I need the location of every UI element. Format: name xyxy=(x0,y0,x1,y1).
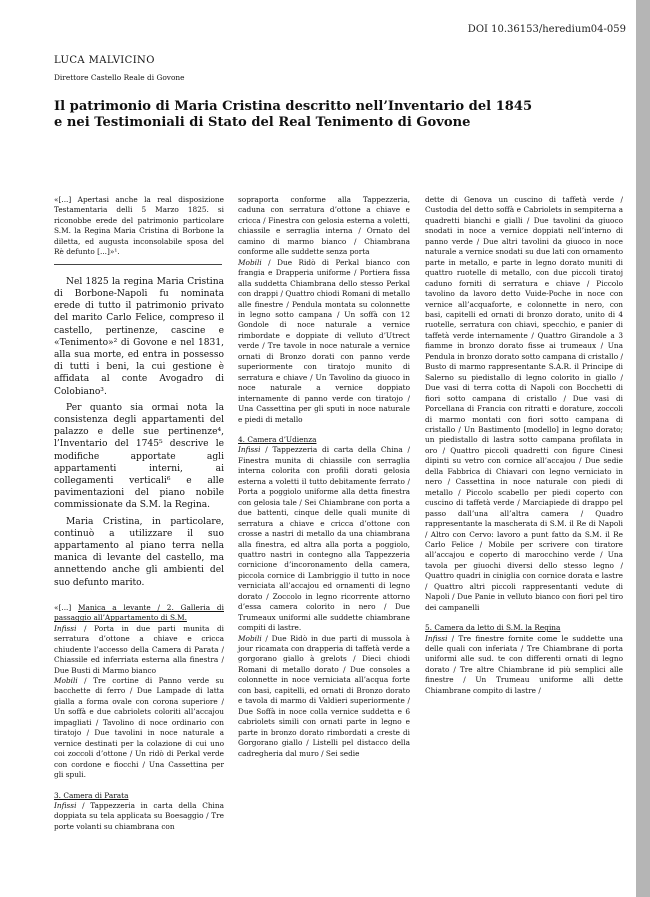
article-title-line-1: Il patrimonio di Maria Cristina descritto nell’Inventario del 1845 xyxy=(54,99,533,114)
page-edge-tab xyxy=(636,0,650,897)
section-5-heading: 5. Camera da letto di S.M. la Regina xyxy=(425,623,561,633)
epigraph-quote: «[...] Apertasi anche la real disposizione Testamentaria delli 5 Marzo 1825. si riconobbe erede del patrimonio particolare S.M. la Regina Maria Cristina di Borbone la diletta, ed augusta inconsolabile sposa del Rè defunto [...]»¹. xyxy=(54,195,224,257)
section-4-heading: 4. Camera d’Udienza xyxy=(238,434,317,444)
infissi-label: Infissi xyxy=(54,623,77,633)
section-3-continued-text: sopraporta conforme alla Tappezzeria, caduna con serratura d’ottone a chiave e cricca / Finestra con gelosia esterna a voletti, chiassile e serraglia interna / Ornato del camino di marmo bianco / Chiambrana conforme alle suddette senza porta xyxy=(238,195,410,257)
body-paragraph-2: Per quanto sia ormai nota la consistenza degli appartamenti del palazzo e delle sue pertinenze⁴, l’Inventario del 1745⁵ descrive le modifiche apportate agli appartamenti interni, ai collegamenti verticali⁶ e alle pavimentazioni del piano nobile commissionate da S.M. la Regina. xyxy=(54,402,224,511)
infissi-label: Infissi xyxy=(425,633,448,643)
doi-label: DOI 10.36153/heredium04-059 xyxy=(467,24,626,35)
section-3-continued xyxy=(238,195,410,425)
infissi-label: Infissi xyxy=(238,445,261,455)
mobili-label: Mobili xyxy=(238,257,262,267)
article-title xyxy=(54,99,624,131)
section-2-mobili-text: / Tre cortine di Panno verde su bacchette di ferro / Due Lampade di latta gialla a forma ovale con corona superiore / Un soffà e due cabriolets coloriti all’accajou impagliati / Tavolino di noce ordinario con tiratojo / Due tavolini in noce naturale a vernice destinati per la colazione di cui uno coi zoccoli d’ottone / Un ridò di Perkal verde con cordone e fiocchi / Una Cassettina per gli spuli. xyxy=(54,675,224,780)
article-title-line-2: e nei Testimoniali di Stato del Real Tenimento di Govone xyxy=(54,115,471,130)
section-2-infissi-text: / Porta in due parti munita di serratura d’ottone a chiave e cricca chiudente l’accesso della Camera di Parata / Chiassile ed inferriata esterna alla finestra / Due Busti di Marmo bianco xyxy=(54,623,224,675)
section-4-continued: dette di Genova un cuscino di taffetà verde / Custodia del detto soffà e Cabriolets in sempiterna a quadretti bianchi e gialli / Due tavolini da giuoco snodati in noce a vernice doppiati nell’interno di panno verde / Due altri tavolini da giuoco in noce naturale a vernice snodati su due lati con ornamento parte in metallo, e parte in legno dorato muniti di quattro ruotelle di metallo, con due piccoli tiratoj caduno forniti di serratura e chiave / Piccolo tavolino da lavoro detto Vuide-Poche in noce con vernice all’acquaforte, e colonnette in nero, con basi, capitelli ed ornati di bronzo dorato, unito di 4 ruotelle, serratura con chiavi, specchio, e panier di taffetà verde internamente / Quattro Girandole a 3 fiamme in bronzo dorato fisse ai trumeaux / Una Pendula in bronzo dorato sotto campana di cristallo / Busto di marmo rappresentante S.A.R. il Principe di Salerno su piedistallo di legno colorito in giallo / Due vasi di terra cotta di Napoli con Bocchetti di fiori sotto campana di cristallo / Due vasi di Porcellana di Francia con ritratti e dorature, zoccoli di marmo montati con fiori sotto campana di cristallo / Un Bastimento [modello] in legno dorato; un piedistallo di lastra sotto campana profilata in oro / Quattro piccoli quadretti con figure Cinesi dipinti su vetro con cornice all’accajou / Due sedie della Fabbrica di Chiavari con legno verniciato in nero / Cassettina in noce naturale con piedi di metallo / Piccolo scabello per piedi coperto con cuscino di taffetà verde / Marciapiede di drappo pel passo dall’una all’altra camera / Quadro rappresentante la mascherata di S.M. il Re di Napoli / Altro con Cervo: lavoro a punt fatto da S.M. il Re Carlo Felice / Mobile per scrivere con tiratore all’accajou e coperto di marocchino verde / Una tavola per giuochi diversi dello stesso legno / Quattro quadri in ciniglia con cornice dorata e lastre / Quattro altri piccoli rappresentanti vedute di Napoli / Due Panie in velluto bianco con fiori pel tiro dei campanelli xyxy=(425,195,623,612)
mobili-label: Mobili xyxy=(54,675,78,685)
section-4-paragraph xyxy=(238,435,410,759)
quote-open: «[...] xyxy=(54,602,79,612)
section-2-heading: Manica a levante / 2. Galleria di passaggio all’Appartamento di S.M. xyxy=(54,602,224,623)
section-4-infissi-text: / Tappezzeria di carta della China / Finestra munita di chiassile con serraglia interna colorita con profili dorati gelosia esterna a voletti il tutto debitamente ferrato / Porta a poggiolo uniforme alla detta finestra con gelosia tale / Sei Chiambrane con porta a due battenti, cinque delle quali munite di serratura a chiave e cricca d’ottone con crosse a nastri di metallo da una chiambrana alla finestra, ed altra alla porta a poggiolo, quattro nastri in contegno alla Tappezzeria cornicione d’incoronamento della camera, piccola cornice di Lambriggio il tutto in noce verniciata all’accajou ed ornamenti di legno dorato / Zoccolo in legno ricorrente attorno d’essa camera colorito in nero / Due Trumeaux uniformi alle suddette chiambrane compiti di lastre. xyxy=(238,445,410,633)
section-3-infissi-text: / Tappezzeria in carta della China doppiata su tela applicata su Boesaggio / Tre porte volanti su chiambrana con xyxy=(54,800,224,831)
body-paragraph-1: Nel 1825 la regina Maria Cristina di Borbone-Napoli fu nominata erede di tutto il patrimonio privato del marito Carlo Felice, compreso il castello, pertinenze, cascine e «Tenimento»² di Govone e nel 1831, alla sua morte, ed entra in possesso di tutti i beni, la cui gestione è affidata al conte Avogadro di Colobiano³. xyxy=(54,276,224,397)
section-5-infissi-text: / Tre finestre fornite come le suddette una delle quali con inferiata / Tre Chiambrane di porta uniformi alle sud. te con differenti ornati di legno dorato / Tre altre Chiambrane id più semplici alle finestre / Un Trumeau uniforme alli dette Chiambrane compito di lastre / xyxy=(425,633,623,695)
section-5-paragraph xyxy=(425,623,623,696)
column-3 xyxy=(425,195,623,696)
body-paragraph-3: Maria Cristina, in particolare, continuò a utilizzare il suo appartamento al piano terra nella manica di levante del castello, ma annettendo anche gli ambienti del suo defunto marito. xyxy=(54,516,224,588)
column-1 xyxy=(54,195,224,832)
quote-divider xyxy=(54,264,222,265)
mobili-label: Mobili xyxy=(238,633,262,643)
infissi-label: Infissi xyxy=(54,800,77,810)
section-3-mobili-text: / Due Ridò di Perkal bianco con frangia e Drapperia uniforme / Portiera fissa alla suddetta Chiambrana dello stesso Perkal con drappi / Quattro chiodi Romani di metallo alle finestre / Pendula montata su colonnette in legno sotto campana / Un soffà con 12 Gondole di noce naturale a vernice rimbordate e doppiate di velluto d’Utrect verde / Tre tavole in noce naturale a vernice ornati di Bronzo dorati con panno verde superiormente con tiratojo munito di serratura e chiave / Un Tavolino da giuoco in noce naturale a vernice doppiato internamente di panno verde con tiratojo / Una Cassettina per gli sputi in noce naturale e piedi di metallo xyxy=(238,257,410,424)
section-3-heading: 3. Camera di Parata xyxy=(54,790,129,800)
author-affiliation: Direttore Castello Reale di Govone xyxy=(54,73,185,82)
section-3-paragraph xyxy=(54,791,224,833)
author-name: LUCA MALVICINO xyxy=(54,55,155,66)
section-4-mobili-text: / Due Ridò in due parti di mussola à jour ricamata con drapperia di taffetà verde a gorgorano giallo à grelots / Dieci chiodi Romani di metallo dorato / Due consoles a colonnette in noce verniciata all’acqua forte con basi, capitelli, ed ornati di Bronzo dorato e tavola di marmo di Valdieri superiormente / Due Soffà in noce colla vernice suddetta e 6 cabriolets simili con ornati parte in legno e parte in bronzo dorato rimbordati a creste di Gorgorano giallo / Listelli pel distacco della cadregheria dal muro / Sei sedie xyxy=(238,633,410,758)
column-2 xyxy=(238,195,410,759)
section-2-paragraph xyxy=(54,603,224,781)
